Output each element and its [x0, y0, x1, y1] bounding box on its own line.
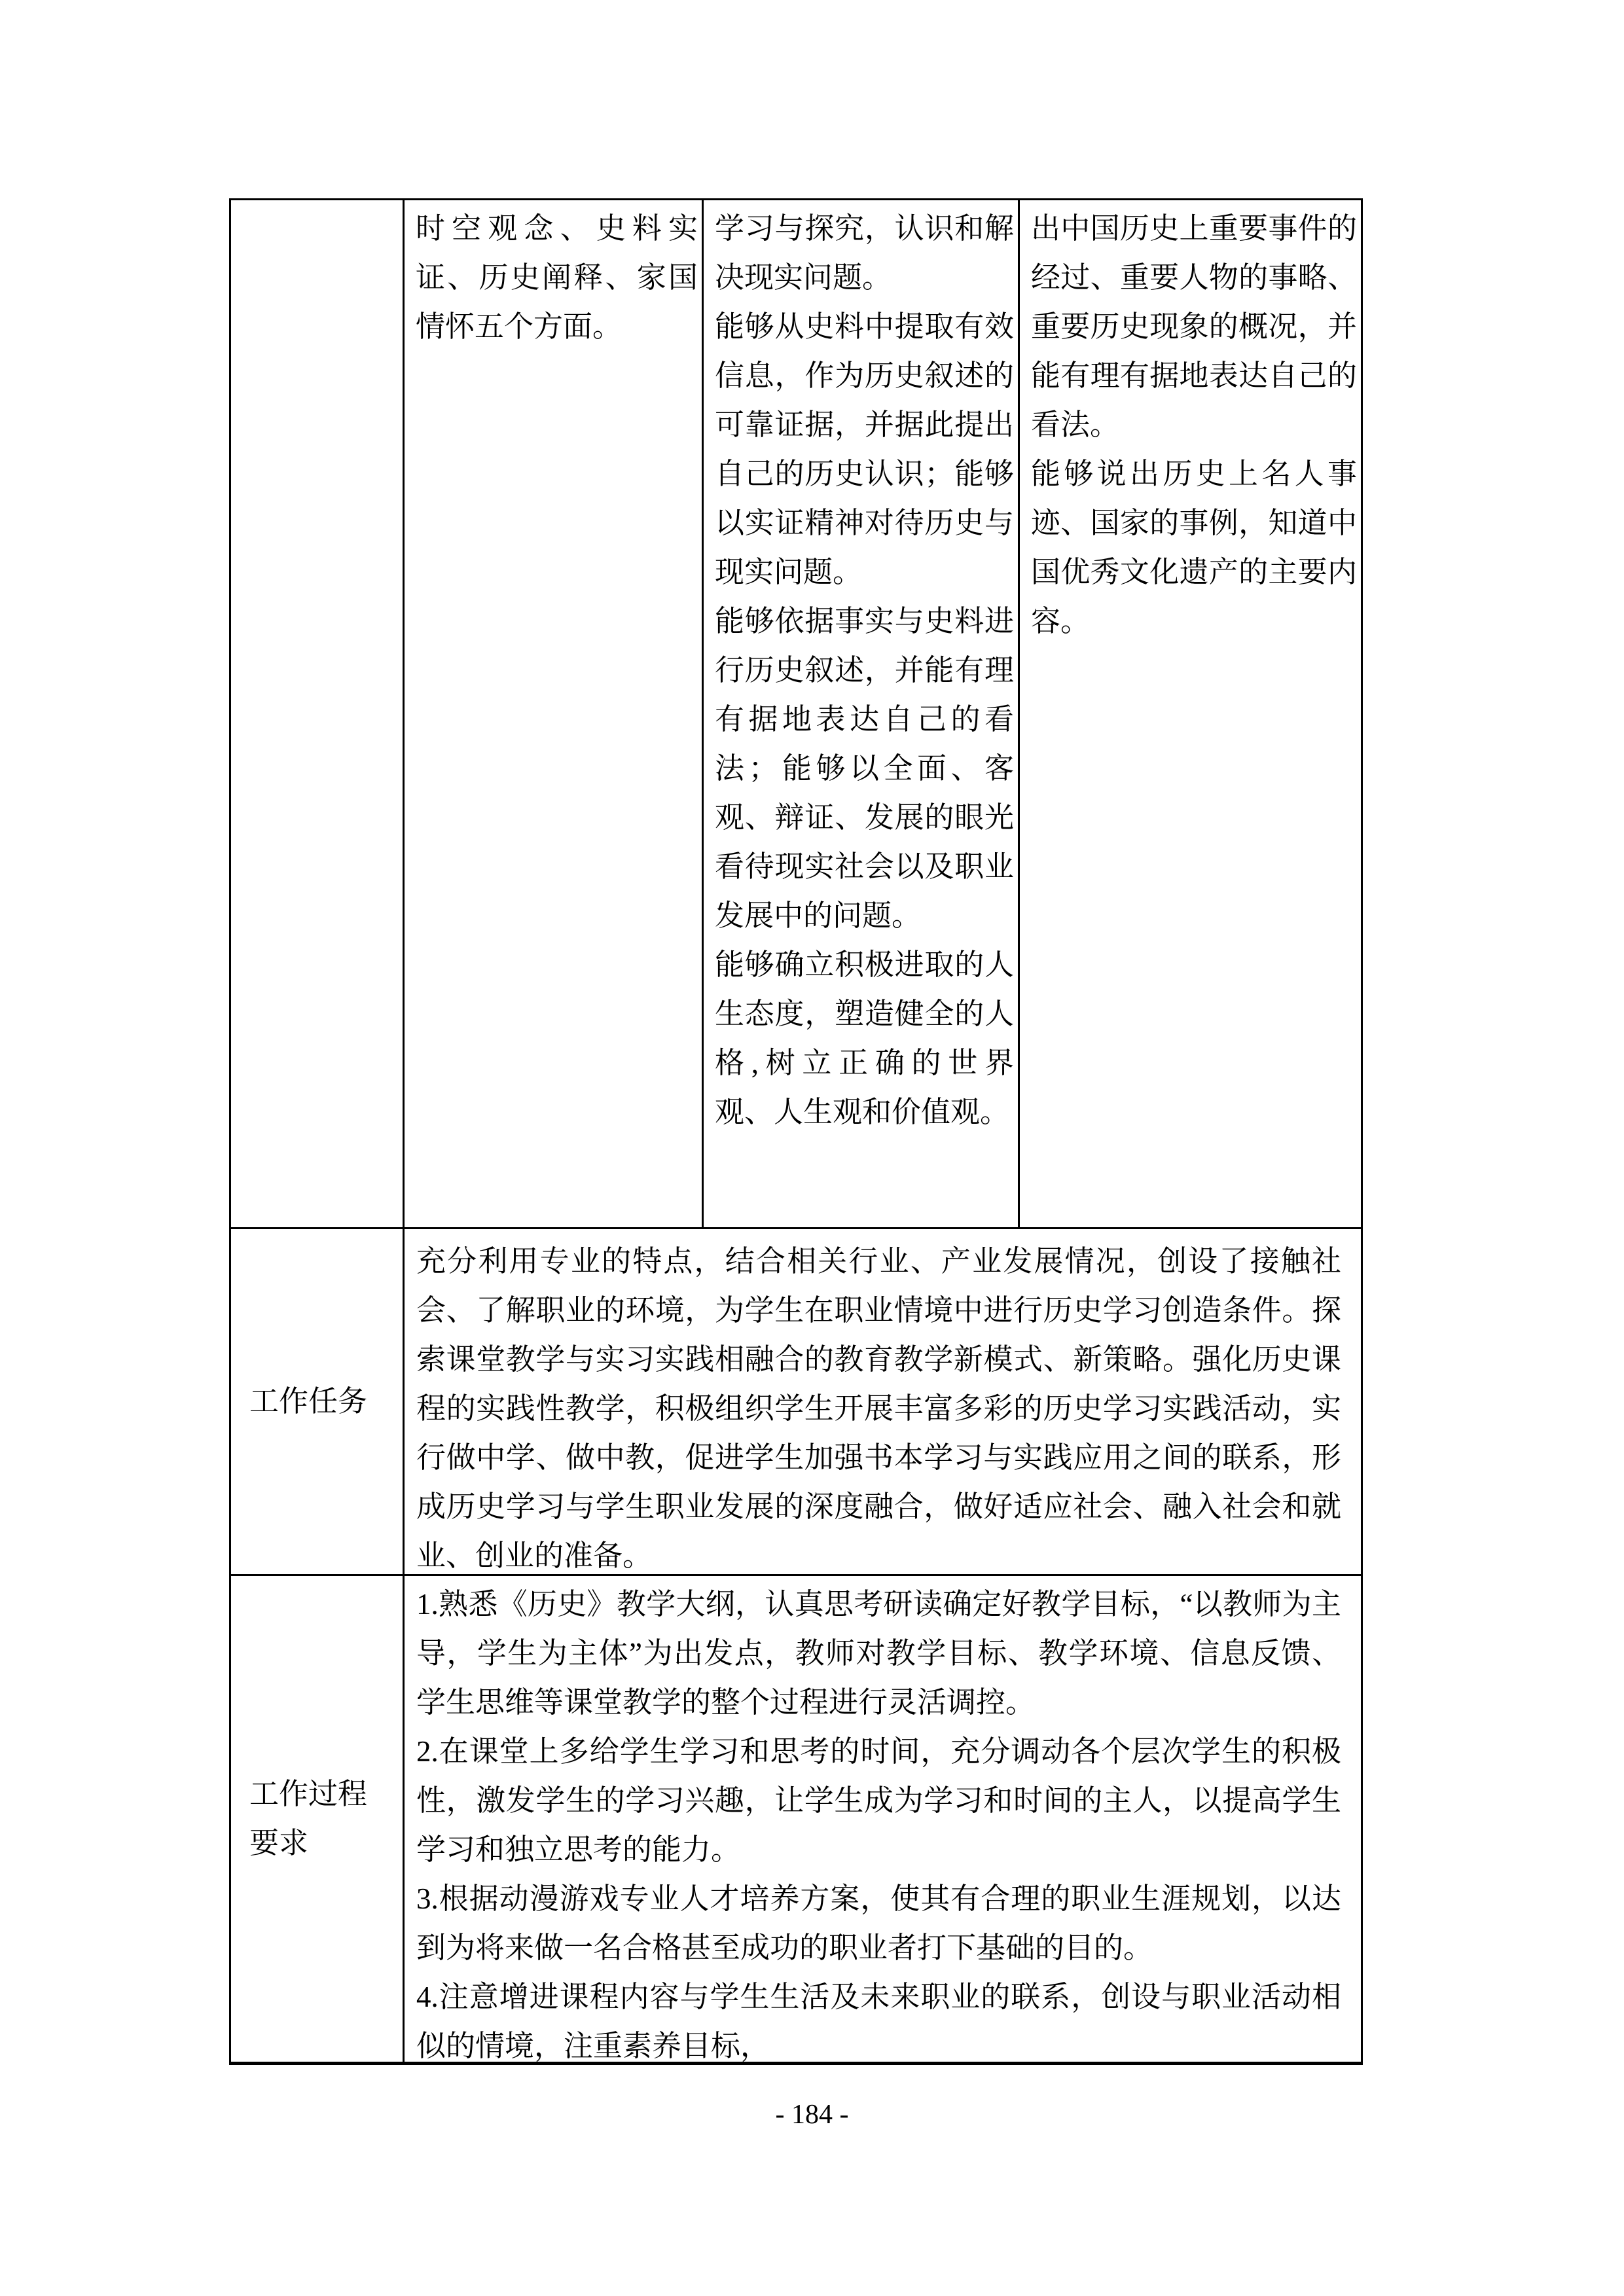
knowledge-goal-paragraph: 能够说出历史上名人事迹、国家的事例，知道中国优秀文化遗产的主要内容。 [1031, 457, 1357, 637]
cell-core-competencies [405, 200, 704, 1227]
course-standard-table [229, 198, 1363, 2065]
table-row-continued [231, 200, 1361, 1229]
work-task-content-cell [405, 1229, 1361, 1574]
page-number: - 184 - [775, 2100, 849, 2130]
work-process-item: 2.在课堂上多给学生学习和思考的时间，充分调动各个层次学生的积极性，激发学生的学习兴趣，让学生成为学习和时间的主人，以提高学生学习和独立思考的能力。 [416, 1735, 1341, 1866]
label-cell-empty [231, 200, 405, 1227]
work-process-item: 4.注意增进课程内容与学生生活及未来职业的联系，创设与职业活动相似的情境，注重素养目标， [416, 1981, 1341, 2062]
ability-goal-paragraph: 能够依据事实与史料进行历史叙述，并能有理有据地表达自己的看法；能够以全面、客观、辩证、发展的眼光看待现实社会以及职业发展中的问题。 [715, 605, 1014, 932]
knowledge-goal-paragraph: 出中国历史上重要事件的经过、重要人物的事略、重要历史现象的概况，并能有理有据地表达自己的看法。 [1031, 212, 1357, 441]
table-row-work-task [231, 1229, 1361, 1576]
work-process-label-cell [231, 1576, 405, 2062]
ability-goal-paragraph: 能够从史料中提取有效信息，作为历史叙述的可靠证据，并据此提出自己的历史认识；能够以实证精神对待历史与现实问题。 [715, 310, 1014, 588]
cell-knowledge-goals [1020, 200, 1361, 1227]
work-task-text: 充分利用专业的特点，结合相关行业、产业发展情况，创设了接触社会、了解职业的环境，为学生在职业情境中进行历史学习创造条件。探索课堂教学与实习实践相融合的教育教学新模式、新策略。强化历史课程的实践性教学，积极组织学生开展丰富多彩的历史学习实践活动，实行做中学、做中教，促进学生加强书本学习与实践应用之间的联系，形成历史学习与学生职业发展的深度融合，做好适应社会、融入社会和就业、创业的准备。 [416, 1245, 1341, 1572]
work-task-label-cell [231, 1229, 405, 1574]
ability-goal-paragraph: 学习与探究，认识和解决现实问题。 [715, 212, 1014, 294]
work-process-item: 1.熟悉《历史》教学大纲，认真思考研读确定好教学目标，“以教师为主导，学生为主体”为出发点，教师对教学目标、教学环境、信息反馈、学生思维等课堂教学的整个过程进行灵活调控。 [416, 1588, 1341, 1719]
work-process-content-cell [405, 1576, 1361, 2062]
core-competencies-text: 时空观念、史料实证、历史阐释、家国情怀五个方面。 [416, 212, 698, 343]
work-process-label: 工作过程要求 [249, 1778, 368, 1859]
work-process-item: 3.根据动漫游戏专业人才培养方案，使其有合理的职业生涯规划，以达到为将来做一名合格甚至成功的职业者打下基础的目的。 [416, 1882, 1341, 1964]
cell-ability-goals [704, 200, 1020, 1227]
table-row-work-process [231, 1576, 1361, 2062]
work-task-label: 工作任务 [249, 1385, 368, 1418]
ability-goal-paragraph: 能够确立积极进取的人生态度，塑造健全的人格,树立正确的世界观、人生观和价值观。 [715, 948, 1014, 1128]
